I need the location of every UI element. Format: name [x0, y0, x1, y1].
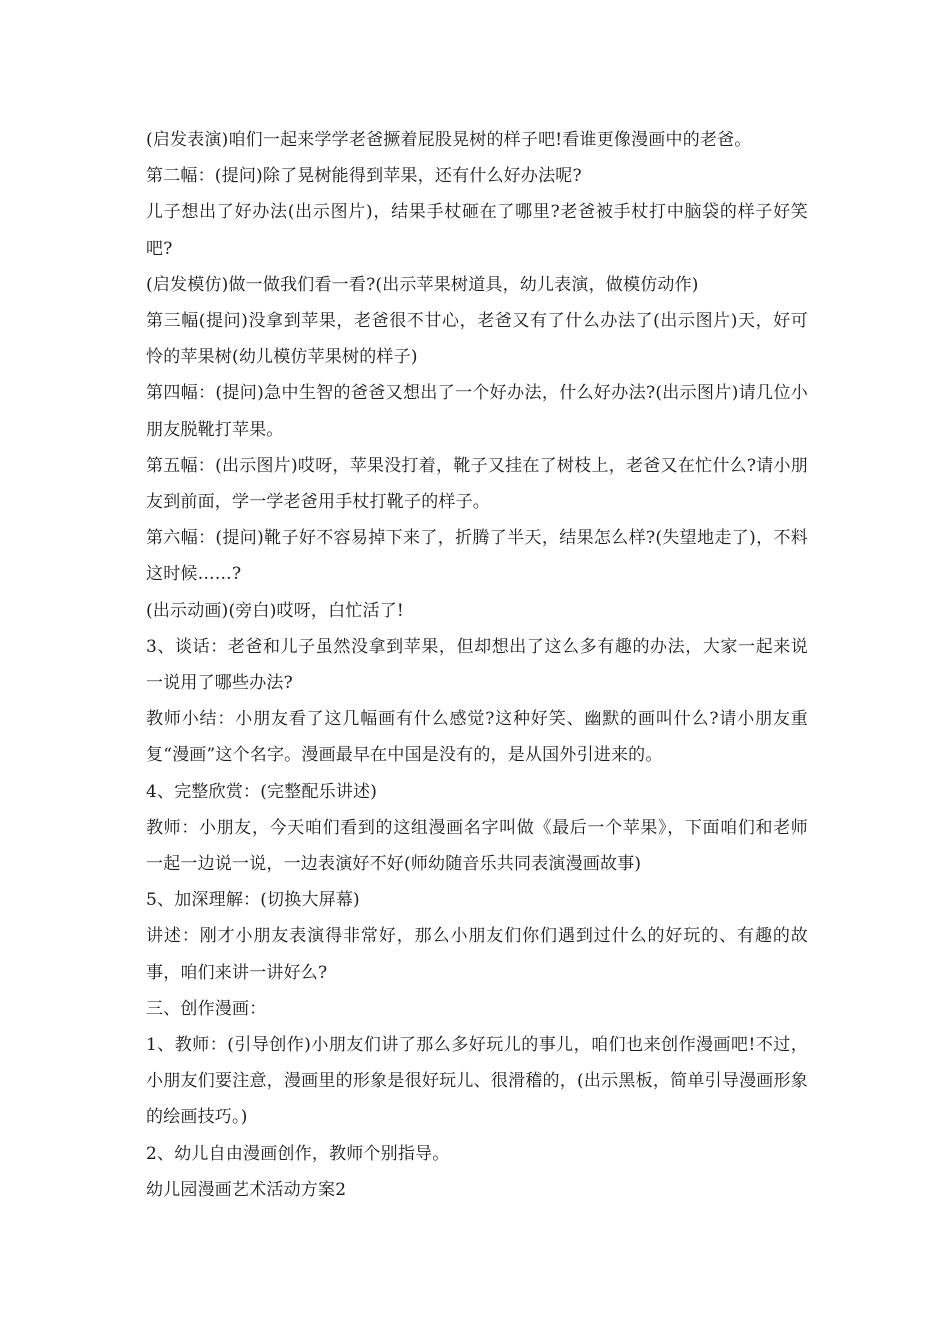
document-title-2: 幼儿园漫画艺术活动方案2: [146, 1179, 347, 1200]
paragraph-7: 第五幅：(出示图片)哎呀，苹果没打着，靴子又挂在了树枝上，老爸又在忙什么?请小朋友到前面，学一学老爸用手杖打靴子的样子。: [146, 455, 808, 513]
section-heading-4: 4、完整欣赏：(完整配乐讲述): [146, 781, 378, 802]
paragraph-9: (出示动画)(旁白)哎呀，白忙活了!: [146, 600, 404, 621]
paragraph-8: 第六幅：(提问)靴子好不容易掉下来了，折腾了半天，结果怎么样?(失望地走了)，不料这时候……?: [146, 528, 808, 585]
paragraph-2: 第二幅：(提问)除了晃树能得到苹果，还有什么好办法呢?: [146, 166, 582, 187]
paragraph-4: (启发模仿)做一做我们看一看?(出示苹果树道具，幼儿表演，做模仿动作): [146, 274, 699, 295]
paragraph-5: 第三幅(提问)没拿到苹果，老爸很不甘心，老爸又有了什么办法了(出示图片)天，好可怜的苹果树(幼儿模仿苹果树的样子): [146, 311, 808, 368]
paragraph-6: 第四幅：(提问)急中生智的爸爸又想出了一个好办法，什么好办法?(出示图片)请几位小朋友脱靴打苹果。: [146, 383, 808, 440]
document-body: [146, 122, 808, 1208]
paragraph-10: 3、谈话：老爸和儿子虽然没拿到苹果，但却想出了这么多有趣的办法，大家一起来说一说用了哪些办法?: [146, 636, 808, 694]
paragraph-1: (启发表演)咱们一起来学学老爸撅着屁股晃树的样子吧!看谁更像漫画中的老爸。: [146, 130, 752, 150]
paragraph-15: 讲述：刚才小朋友表演得非常好，那么小朋友们你们遇到过什么的好玩的、有趣的故事，咱们来讲一讲好么?: [146, 926, 808, 983]
section-heading-5: 5、加深理解：(切换大屏幕): [146, 890, 360, 911]
paragraph-17: 1、教师：(引导创作)小朋友们讲了那么多好玩儿的事儿，咱们也来创作漫画吧!不过，小朋友们要注意，漫画里的形象是很好玩儿、很滑稽的，(出示黑板，简单引导漫画形象的绘画技巧。): [146, 1035, 808, 1128]
paragraph-13: 教师：小朋友，今天咱们看到的这组漫画名字叫做《最后一个苹果》，下面咱们和老师一起一边说一说，一边表演好不好(师幼随音乐共同表演漫画故事): [146, 817, 808, 875]
paragraph-3: 儿子想出了好办法(出示图片)，结果手杖砸在了哪里?老爸被手杖打中脑袋的样子好笑吧?: [146, 202, 808, 259]
section-heading-3: 三、创作漫画：: [146, 998, 267, 1019]
paragraph-18: 2、幼儿自由漫画创作，教师个别指导。: [146, 1143, 450, 1164]
paragraph-11: 教师小结：小朋友看了这几幅画有什么感觉?这种好笑、幽默的画叫什么?请小朋友重复“漫画”这个名字。漫画最早在中国是没有的，是从国外引进来的。: [146, 709, 808, 766]
